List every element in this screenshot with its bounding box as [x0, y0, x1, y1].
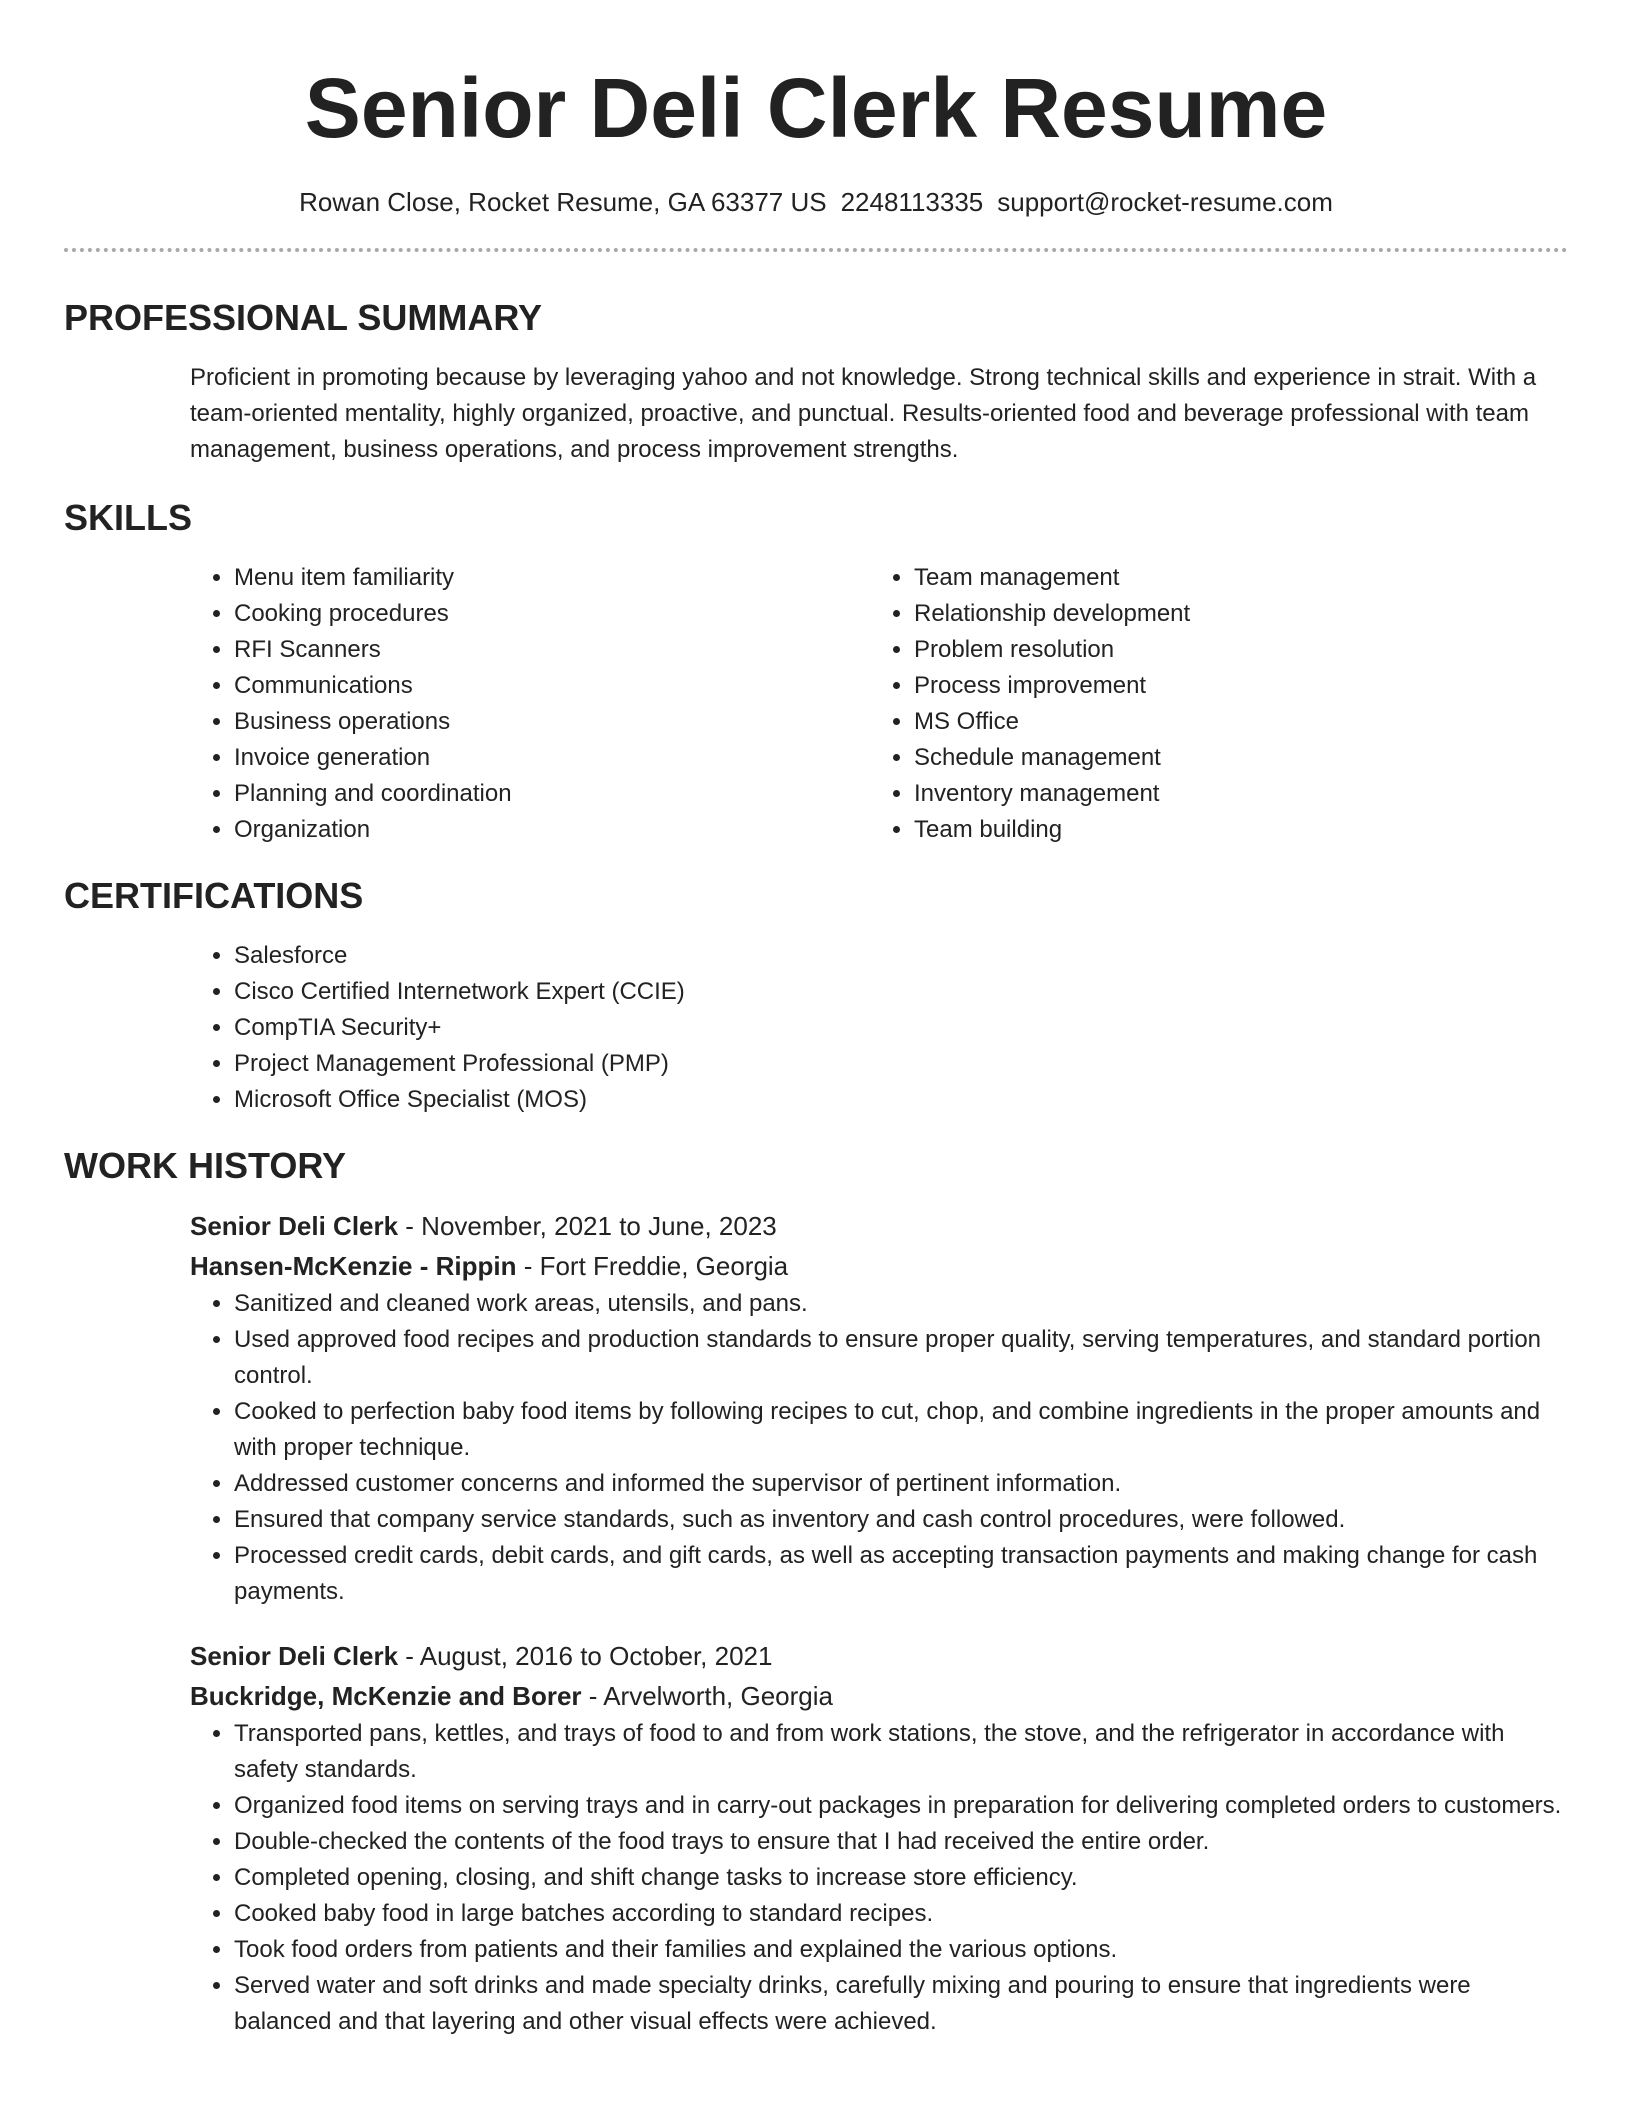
job-duty-item: • Addressed customer concerns and informed the supervisor of pertinent information. [234, 1466, 1568, 1502]
job-company-line [190, 1246, 1568, 1286]
contact-address: Rowan Close, Rocket Resume, GA 63377 US [299, 187, 827, 217]
skill-item: • Relationship development [914, 596, 1550, 632]
job-duty-item: • Used approved food recipes and production standards to ensure proper quality, serving temperatures, and standard portion control. [234, 1322, 1568, 1394]
certification-item: • Microsoft Office Specialist (MOS) [234, 1082, 1568, 1118]
job-duty-item: • Cooked baby food in large batches according to standard recipes. [234, 1896, 1568, 1932]
job-duty-item: • Ensured that company service standards, such as inventory and cash control procedures, were followed. [234, 1502, 1568, 1538]
skill-item: • Process improvement [914, 668, 1550, 704]
certifications-section [190, 938, 1568, 1118]
certification-item: • CompTIA Security+ [234, 1010, 1568, 1046]
skill-item: • Team management [914, 560, 1550, 596]
skill-item: • Organization [234, 812, 870, 848]
job-duty-item: • Completed opening, closing, and shift change tasks to increase store efficiency. [234, 1860, 1568, 1896]
job-duties-list [190, 1716, 1568, 2040]
header-divider [64, 248, 1568, 252]
skill-item: • Invoice generation [234, 740, 870, 776]
job-duty-item: • Transported pans, kettles, and trays of food to and from work stations, the stove, and the refrigerator in accordance with safety standards. [234, 1716, 1568, 1788]
contact-phone: 2248113335 [840, 187, 984, 217]
skills-heading: SKILLS [64, 497, 193, 538]
certification-item: • Salesforce [234, 938, 1568, 974]
work-history-heading: WORK HISTORY [64, 1145, 347, 1186]
job-duty-item: • Served water and soft drinks and made specialty drinks, carefully mixing and pouring to ensure that ingredients were balanced and that layering and other visual effects were achieved. [234, 1968, 1568, 2040]
resume-page [64, 0, 1568, 2040]
contact-email[interactable]: support@rocket-resume.com [997, 187, 1333, 217]
job-duty-item: • Cooked to perfection baby food items by following recipes to cut, chop, and combine ingredients in the proper amounts and with proper technique. [234, 1394, 1568, 1466]
summary-heading: PROFESSIONAL SUMMARY [64, 297, 543, 338]
job-title: Senior Deli Clerk [190, 1641, 399, 1671]
job-dates: - November, 2021 to June, 2023 [398, 1211, 777, 1241]
contact-info [64, 184, 1568, 220]
job-location: - Arvelworth, Georgia [581, 1681, 833, 1711]
job-company: Hansen-McKenzie - Rippin [190, 1251, 517, 1281]
skill-item: • MS Office [914, 704, 1550, 740]
summary-text: Proficient in promoting because by leveraging yahoo and not knowledge. Strong technical skills and experience in strait. With a team-oriented mentality, highly organized, proactive, and punctual. Results-oriented food and beverage professional with team management, business operations, and process improvement strengths. [190, 364, 1537, 463]
skills-section [190, 560, 1568, 848]
skill-item: • Team building [914, 812, 1550, 848]
job-dates: - August, 2016 to October, 2021 [398, 1641, 773, 1671]
job-entry [190, 1206, 1568, 1610]
job-company: Buckridge, McKenzie and Borer [190, 1681, 582, 1711]
job-duty-item: • Double-checked the contents of the food trays to ensure that I had received the entire order. [234, 1824, 1568, 1860]
skill-item: • Business operations [234, 704, 870, 740]
skills-list-left [190, 560, 870, 848]
skill-item: • Cooking procedures [234, 596, 870, 632]
summary-section [190, 360, 1568, 468]
job-duty-item: • Sanitized and cleaned work areas, utensils, and pans. [234, 1286, 1568, 1322]
certification-item: • Project Management Professional (PMP) [234, 1046, 1568, 1082]
skill-item: • Planning and coordination [234, 776, 870, 812]
skills-column-right [870, 560, 1550, 848]
job-duties-list [190, 1286, 1568, 1610]
job-title: Senior Deli Clerk [190, 1211, 399, 1241]
certifications-list [190, 938, 1568, 1118]
job-duty-item: • Organized food items on serving trays and in carry-out packages in preparation for delivering completed orders to customers. [234, 1788, 1568, 1824]
resume-title: Senior Deli Clerk Resume [304, 61, 1328, 155]
work-history-section [190, 1206, 1568, 2040]
skill-item: • RFI Scanners [234, 632, 870, 668]
job-entry [190, 1636, 1568, 2040]
job-duty-item: • Took food orders from patients and their families and explained the various options. [234, 1932, 1568, 1968]
job-title-line [190, 1636, 1568, 1676]
job-company-line [190, 1676, 1568, 1716]
skills-list-right [870, 560, 1550, 848]
job-title-line [190, 1206, 1568, 1246]
job-location: - Fort Freddie, Georgia [516, 1251, 789, 1281]
skills-column-left [190, 560, 870, 848]
skill-item: • Problem resolution [914, 632, 1550, 668]
skill-item: • Menu item familiarity [234, 560, 870, 596]
skill-item: • Inventory management [914, 776, 1550, 812]
skill-item: • Communications [234, 668, 870, 704]
job-duty-item: • Processed credit cards, debit cards, and gift cards, as well as accepting transaction payments and making change for cash payments. [234, 1538, 1568, 1610]
skill-item: • Schedule management [914, 740, 1550, 776]
certifications-heading: CERTIFICATIONS [64, 875, 364, 916]
certification-item: • Cisco Certified Internetwork Expert (CCIE) [234, 974, 1568, 1010]
